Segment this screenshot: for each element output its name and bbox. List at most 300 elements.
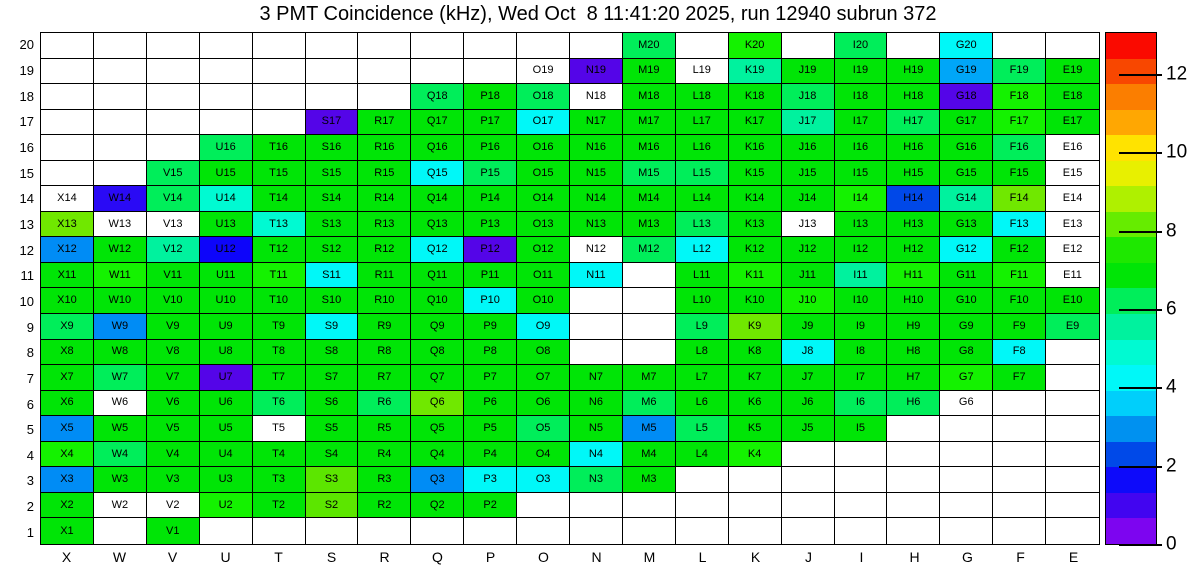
heatmap-cell: R10 [358,288,411,314]
heatmap-cell: K11 [729,263,782,289]
heatmap-cell: X10 [41,288,94,314]
colorbar-band [1106,263,1156,289]
heatmap-cell: S16 [306,135,359,161]
heatmap-cell [200,110,253,136]
colorbar-band [1106,493,1156,519]
y-axis-label: 8 [26,345,34,361]
heatmap-cell: X2 [41,493,94,519]
heatmap-cell: U14 [200,186,253,212]
heatmap-cell: U16 [200,135,253,161]
heatmap-cell: P6 [464,391,517,417]
heatmap-cell: E16 [1046,135,1099,161]
heatmap-cell: S2 [306,493,359,519]
heatmap-cell: Q17 [411,110,464,136]
heatmap-cell [147,59,200,85]
heatmap-cell [200,518,253,544]
colorbar-tick-label: 10 [1166,141,1188,163]
heatmap-cell [676,33,729,59]
heatmap-cell: R2 [358,493,411,519]
heatmap-cell: H10 [887,288,940,314]
heatmap-cell [940,518,993,544]
heatmap-cell [253,110,306,136]
heatmap-cell: L12 [676,237,729,263]
heatmap-cell: O9 [517,314,570,340]
heatmap-cell: P4 [464,442,517,468]
heatmap-cell: O6 [517,391,570,417]
heatmap-cell: V13 [147,212,200,238]
colorbar-band [1106,442,1156,468]
heatmap-cell: L7 [676,365,729,391]
heatmap-cell: P17 [464,110,517,136]
heatmap-cell: P13 [464,212,517,238]
heatmap-cell: Q7 [411,365,464,391]
y-axis-label: 6 [26,396,34,412]
heatmap-cell: K8 [729,340,782,366]
heatmap-cell: T3 [253,467,306,493]
heatmap-cell: N11 [570,263,623,289]
heatmap-cell: M6 [623,391,676,417]
heatmap-cell [993,391,1046,417]
heatmap-cell [147,33,200,59]
heatmap-cell: U13 [200,212,253,238]
heatmap-cell: S15 [306,161,359,187]
heatmap-cell [41,33,94,59]
heatmap-cell: H9 [887,314,940,340]
heatmap-cell: X3 [41,467,94,493]
heatmap-cell: K19 [729,59,782,85]
colorbar-tick-label: 8 [1166,220,1177,242]
heatmap-cell [306,33,359,59]
heatmap-cell: H13 [887,212,940,238]
heatmap-cell: T16 [253,135,306,161]
y-axis-labels [0,32,34,545]
heatmap-cell [306,518,359,544]
heatmap-cell: V9 [147,314,200,340]
heatmap-cell: W7 [94,365,147,391]
heatmap-cell: L15 [676,161,729,187]
heatmap-cell [253,33,306,59]
heatmap-cell: Q15 [411,161,464,187]
heatmap-cell: P15 [464,161,517,187]
heatmap-cell: S5 [306,416,359,442]
heatmap-cell [517,33,570,59]
heatmap-cell: V7 [147,365,200,391]
heatmap-cell: O18 [517,84,570,110]
heatmap-cell: Q8 [411,340,464,366]
heatmap-cell [1046,518,1099,544]
heatmap-cell [940,416,993,442]
heatmap-cell [200,59,253,85]
heatmap-cell [623,493,676,519]
x-axis-label: V [167,549,178,565]
x-axis-label: E [1068,549,1079,565]
heatmap-cell [1046,442,1099,468]
heatmap-cell: E19 [1046,59,1099,85]
colorbar-band [1106,110,1156,136]
heatmap-cell: S8 [306,340,359,366]
heatmap-cell [993,416,1046,442]
heatmap-cell [993,442,1046,468]
heatmap-cell: J10 [782,288,835,314]
heatmap-cell: I17 [835,110,888,136]
heatmap-cell [570,340,623,366]
heatmap-cell: M19 [623,59,676,85]
heatmap-cell: T9 [253,314,306,340]
heatmap-cell: N17 [570,110,623,136]
heatmap-cell: G13 [940,212,993,238]
heatmap-cell: L16 [676,135,729,161]
colorbar-band [1106,161,1156,187]
heatmap-cell: K9 [729,314,782,340]
y-axis-label: 13 [19,216,34,232]
heatmap-cell: H14 [887,186,940,212]
y-axis-label: 1 [26,524,34,540]
heatmap-cell [782,493,835,519]
y-axis-label: 9 [26,319,34,335]
heatmap-cell: K17 [729,110,782,136]
heatmap-cell: R9 [358,314,411,340]
colorbar-tick [1119,231,1162,233]
heatmap-cell: X13 [41,212,94,238]
heatmap-cell: I13 [835,212,888,238]
heatmap-cell: S14 [306,186,359,212]
heatmap-cell [570,288,623,314]
heatmap-cell: O10 [517,288,570,314]
heatmap-cell [41,59,94,85]
heatmap-cell: O15 [517,161,570,187]
heatmap-cell: O12 [517,237,570,263]
heatmap-cell: R14 [358,186,411,212]
colorbar [1105,32,1157,545]
heatmap-cell: K7 [729,365,782,391]
heatmap-cell [835,493,888,519]
heatmap-cell: K5 [729,416,782,442]
heatmap-cell: G16 [940,135,993,161]
heatmap-cell: F12 [993,237,1046,263]
heatmap-cell: H16 [887,135,940,161]
heatmap-cell: U11 [200,263,253,289]
heatmap-cell: W5 [94,416,147,442]
heatmap-cell: J17 [782,110,835,136]
heatmap-cell: X9 [41,314,94,340]
heatmap-cell [94,135,147,161]
heatmap-cell: M15 [623,161,676,187]
heatmap-cell [835,518,888,544]
colorbar-tick-label: 2 [1166,455,1177,477]
colorbar-band [1106,135,1156,161]
heatmap-cell: J14 [782,186,835,212]
heatmap-cell: E18 [1046,84,1099,110]
heatmap-cell [835,467,888,493]
colorbar-band [1106,340,1156,366]
colorbar-band [1106,212,1156,238]
heatmap-cell [1046,340,1099,366]
heatmap-cell: V12 [147,237,200,263]
heatmap-cell: U3 [200,467,253,493]
heatmap-cell: O5 [517,416,570,442]
heatmap-cell [253,518,306,544]
colorbar-tick-label: 0 [1166,533,1177,555]
heatmap-cell: L6 [676,391,729,417]
x-axis-labels [40,548,1100,566]
heatmap-cell: X14 [41,186,94,212]
x-axis-label: L [698,549,707,565]
heatmap-cell: R12 [358,237,411,263]
heatmap-cell: T11 [253,263,306,289]
heatmap-cell: H15 [887,161,940,187]
heatmap-cell: V3 [147,467,200,493]
heatmap-cell: U4 [200,442,253,468]
colorbar-band [1106,84,1156,110]
heatmap-cell: G17 [940,110,993,136]
y-axis-label: 14 [19,191,34,207]
heatmap-cell: U12 [200,237,253,263]
heatmap-cell: F14 [993,186,1046,212]
heatmap-cell: V10 [147,288,200,314]
heatmap-cell [94,518,147,544]
heatmap-cell: F18 [993,84,1046,110]
heatmap-cell: J11 [782,263,835,289]
x-axis-label: R [379,549,390,565]
heatmap-cell: K20 [729,33,782,59]
heatmap-cell: Q6 [411,391,464,417]
heatmap-cell: P12 [464,237,517,263]
heatmap-cell [782,518,835,544]
heatmap-cell: K12 [729,237,782,263]
heatmap-cell: V5 [147,416,200,442]
heatmap-cell: Q12 [411,237,464,263]
heatmap-cell: O3 [517,467,570,493]
heatmap-cell: Q10 [411,288,464,314]
heatmap-cell: G20 [940,33,993,59]
heatmap-cell: S17 [306,110,359,136]
heatmap-cell: K6 [729,391,782,417]
heatmap-cell: N18 [570,84,623,110]
heatmap-cell [1046,493,1099,519]
heatmap-cell: N14 [570,186,623,212]
heatmap-cell: W12 [94,237,147,263]
heatmap-cell: X5 [41,416,94,442]
heatmap-cell: U2 [200,493,253,519]
colorbar-band [1106,416,1156,442]
heatmap-cell [782,442,835,468]
heatmap-cell [887,467,940,493]
heatmap-cell: R13 [358,212,411,238]
heatmap-cell: P3 [464,467,517,493]
heatmap-cell: H11 [887,263,940,289]
heatmap-cell: G9 [940,314,993,340]
heatmap-cell: J8 [782,340,835,366]
x-axis-label: U [220,549,231,565]
heatmap-cell: T4 [253,442,306,468]
colorbar-band [1106,314,1156,340]
heatmap-cell: J12 [782,237,835,263]
heatmap-cell [306,59,359,85]
heatmap-cell: T10 [253,288,306,314]
heatmap-cell: Q2 [411,493,464,519]
heatmap-cell: M18 [623,84,676,110]
colorbar-band [1106,391,1156,417]
heatmap-cell: G12 [940,237,993,263]
heatmap-cell: U10 [200,288,253,314]
heatmap-cell: F10 [993,288,1046,314]
heatmap-cell: X4 [41,442,94,468]
heatmap-cell: U5 [200,416,253,442]
heatmap-cell: K16 [729,135,782,161]
heatmap-cell: S13 [306,212,359,238]
heatmap-cell [147,110,200,136]
heatmap-cell: T8 [253,340,306,366]
heatmap-cell: U8 [200,340,253,366]
heatmap-cell: X6 [41,391,94,417]
heatmap-cell: M4 [623,442,676,468]
heatmap-cell: V11 [147,263,200,289]
heatmap-cell: I14 [835,186,888,212]
colorbar-tick [1119,74,1162,76]
heatmap-cell: K18 [729,84,782,110]
colorbar-tick-label: 4 [1166,376,1177,398]
heatmap-cell [306,84,359,110]
heatmap-cell [940,442,993,468]
heatmap-cell: N16 [570,135,623,161]
heatmap-cell: E13 [1046,212,1099,238]
heatmap-cell [1046,391,1099,417]
heatmap-cell: S10 [306,288,359,314]
heatmap-cell: M12 [623,237,676,263]
heatmap-cell: W11 [94,263,147,289]
heatmap-cell: N7 [570,365,623,391]
y-axis-label: 5 [26,422,34,438]
heatmap-cell [623,263,676,289]
heatmap-cell [887,33,940,59]
heatmap-cell [517,493,570,519]
y-axis-label: 17 [19,114,34,130]
heatmap-cell: G19 [940,59,993,85]
heatmap-cell: R16 [358,135,411,161]
colorbar-band [1106,237,1156,263]
heatmap-cell [887,416,940,442]
heatmap-cell: N15 [570,161,623,187]
heatmap-cell [993,467,1046,493]
heatmap-cell: H8 [887,340,940,366]
heatmap-cell [94,84,147,110]
heatmap-cell: H6 [887,391,940,417]
heatmap-cell: M20 [623,33,676,59]
heatmap-cell: O17 [517,110,570,136]
heatmap-cell [676,467,729,493]
heatmap-cell: F19 [993,59,1046,85]
colorbar-tick [1119,466,1162,468]
heatmap-cell [623,518,676,544]
heatmap-cell [41,135,94,161]
heatmap-cell: P18 [464,84,517,110]
heatmap-cell: H19 [887,59,940,85]
heatmap-cell: K4 [729,442,782,468]
heatmap-cell: P2 [464,493,517,519]
heatmap-cell: M3 [623,467,676,493]
heatmap-cell: N5 [570,416,623,442]
x-axis-label: F [1016,549,1025,565]
heatmap-cell: L8 [676,340,729,366]
heatmap-cell: I10 [835,288,888,314]
heatmap-cell: I8 [835,340,888,366]
heatmap-cell: R17 [358,110,411,136]
heatmap-cell [147,84,200,110]
heatmap-cell: Q13 [411,212,464,238]
heatmap-cell [782,33,835,59]
heatmap-cell: T12 [253,237,306,263]
y-axis-label: 2 [26,499,34,515]
heatmap-cell: E12 [1046,237,1099,263]
colorbar-band [1106,33,1156,59]
heatmap-cell: S12 [306,237,359,263]
x-axis-label: Q [432,549,443,565]
heatmap-cell: N19 [570,59,623,85]
heatmap-cell [358,84,411,110]
heatmap-cell [570,493,623,519]
heatmap-cell: R5 [358,416,411,442]
y-axis-label: 18 [19,88,34,104]
heatmap-cell [835,442,888,468]
heatmap-cell: Q4 [411,442,464,468]
heatmap-cell [887,518,940,544]
heatmap-cell [253,84,306,110]
heatmap-cell: L9 [676,314,729,340]
heatmap-cell: J18 [782,84,835,110]
heatmap-cell: F9 [993,314,1046,340]
heatmap-cell: T5 [253,416,306,442]
heatmap-cell [570,33,623,59]
heatmap-cell [676,518,729,544]
y-axis-label: 3 [26,473,34,489]
heatmap-cell: W9 [94,314,147,340]
heatmap-cell: H18 [887,84,940,110]
heatmap-cell: M16 [623,135,676,161]
heatmap-cell: W8 [94,340,147,366]
heatmap-cell [517,518,570,544]
x-axis-label: T [274,549,283,565]
heatmap-cell [94,59,147,85]
heatmap-cell: J9 [782,314,835,340]
heatmap-cell: P9 [464,314,517,340]
x-axis-label: J [805,549,812,565]
heatmap-cell: T13 [253,212,306,238]
heatmap-cell [887,493,940,519]
heatmap-cell [1046,416,1099,442]
heatmap-cell: W10 [94,288,147,314]
heatmap-cell [623,340,676,366]
heatmap-cell: T7 [253,365,306,391]
colorbar-tick-label: 6 [1166,298,1177,320]
heatmap-cell: J5 [782,416,835,442]
heatmap-cell: I6 [835,391,888,417]
heatmap-cell [940,493,993,519]
heatmap-cell: Q9 [411,314,464,340]
heatmap-cell: M14 [623,186,676,212]
heatmap-cell [253,59,306,85]
heatmap-cell: P16 [464,135,517,161]
heatmap-cell: G10 [940,288,993,314]
heatmap-cell: P8 [464,340,517,366]
heatmap-cell [94,161,147,187]
heatmap-cell [464,33,517,59]
heatmap-cell: G7 [940,365,993,391]
heatmap-cell: X8 [41,340,94,366]
heatmap-cell: S6 [306,391,359,417]
heatmap-cell: P7 [464,365,517,391]
colorbar-tick-label: 12 [1166,63,1188,85]
heatmap-cell: L4 [676,442,729,468]
